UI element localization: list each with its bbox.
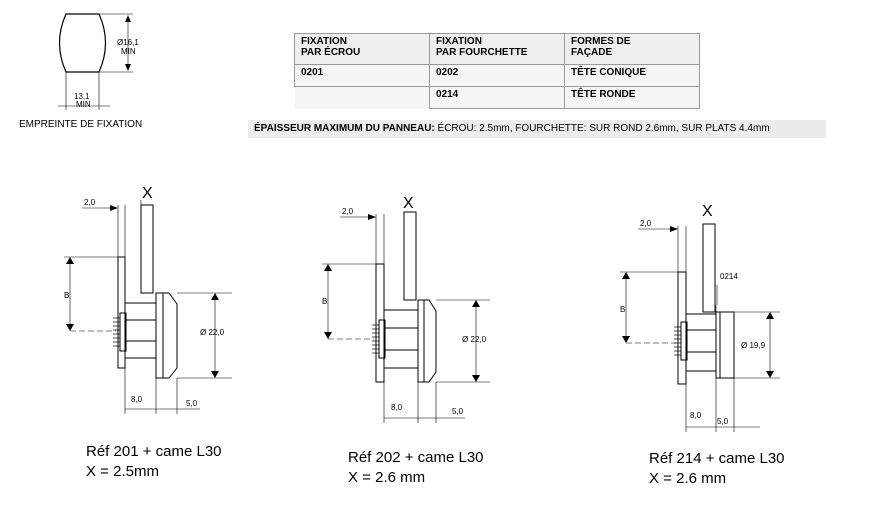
caption-line: Réf 201 + came L30 bbox=[86, 443, 222, 460]
drawing-3-diameter-dim: Ø 19,9 bbox=[741, 341, 766, 350]
caption-ref-202 bbox=[348, 448, 484, 488]
caption-line: Réf 214 + came L30 bbox=[649, 450, 785, 467]
table-cell: TÊTE CONIQUE bbox=[565, 65, 700, 87]
lock-drawing-3 bbox=[620, 224, 780, 432]
drawing-3-head-dim: 5,0 bbox=[717, 417, 729, 426]
drawing-1-head-dim: 5,0 bbox=[186, 399, 198, 408]
table-row bbox=[295, 87, 700, 109]
drawing-2-b-dim: B bbox=[322, 297, 328, 306]
caption-line: X = 2.6 mm bbox=[348, 469, 426, 486]
drawing-3-x-label: X bbox=[702, 203, 713, 220]
panel-thickness-note bbox=[248, 120, 826, 138]
drawing-2-body-dim: 8,0 bbox=[391, 403, 403, 412]
drawing-3-b-dim: B bbox=[620, 305, 626, 314]
drawing-1-body-dim: 8,0 bbox=[131, 395, 143, 404]
table-cell-empty bbox=[295, 87, 430, 109]
caption-ref-214 bbox=[649, 449, 785, 489]
table-cell: 0202 bbox=[430, 65, 565, 87]
drawing-3-ref-label: 0214 bbox=[720, 272, 738, 281]
mounting-hole-outline bbox=[58, 14, 133, 110]
note-bold: ÉPAISSEUR MAXIMUM DU PANNEAU: bbox=[254, 123, 435, 134]
lock-drawing-1 bbox=[64, 200, 232, 414]
note-text: ÉCROU: 2.5mm, FOURCHETTE: SUR ROND 2.6mm, SUR PLATS 4.4mm bbox=[434, 123, 770, 134]
drawing-1-panel-dim: 2,0 bbox=[84, 198, 96, 207]
header-cell-fork: FIXATION PAR FOURCHETTE bbox=[430, 34, 565, 65]
table-cell: 0201 bbox=[295, 65, 430, 87]
fixation-table bbox=[294, 33, 700, 109]
header-cell-face: FORMES DE FAÇADE bbox=[565, 34, 700, 65]
table-header-row bbox=[295, 34, 700, 65]
caption-line: Réf 202 + came L30 bbox=[348, 449, 484, 466]
drawing-3-panel-dim: 2,0 bbox=[640, 219, 652, 228]
hole-diameter-sub: MIN bbox=[121, 47, 136, 56]
caption-line: X = 2.6 mm bbox=[649, 470, 727, 487]
table-cell: TÊTE RONDE bbox=[565, 87, 700, 109]
hole-diameter-label: Ø16,1 bbox=[117, 38, 139, 47]
lock-drawing-2 bbox=[322, 212, 490, 423]
table-row bbox=[295, 65, 700, 87]
drawing-3-body-dim: 8,0 bbox=[690, 411, 702, 420]
table-cell: 0214 bbox=[430, 87, 565, 109]
caption-line: X = 2.5mm bbox=[86, 463, 159, 480]
header-cell-nut: FIXATION PAR ÉCROU bbox=[295, 34, 430, 65]
drawing-1-b-dim: B bbox=[64, 291, 70, 300]
hole-caption: EMPREINTE DE FIXATION bbox=[19, 119, 143, 130]
drawing-1-diameter-dim: Ø 22,0 bbox=[200, 328, 225, 337]
drawing-2-x-label: X bbox=[403, 195, 414, 212]
caption-ref-201 bbox=[86, 442, 222, 482]
drawing-2-panel-dim: 2,0 bbox=[342, 207, 354, 216]
drawing-1-x-label: X bbox=[142, 185, 153, 202]
drawing-2-diameter-dim: Ø 22,0 bbox=[462, 335, 487, 344]
hole-width-sub: MIN bbox=[76, 100, 91, 109]
hole-width-label: 13,1 bbox=[74, 92, 90, 101]
drawing-2-head-dim: 5,0 bbox=[452, 407, 464, 416]
